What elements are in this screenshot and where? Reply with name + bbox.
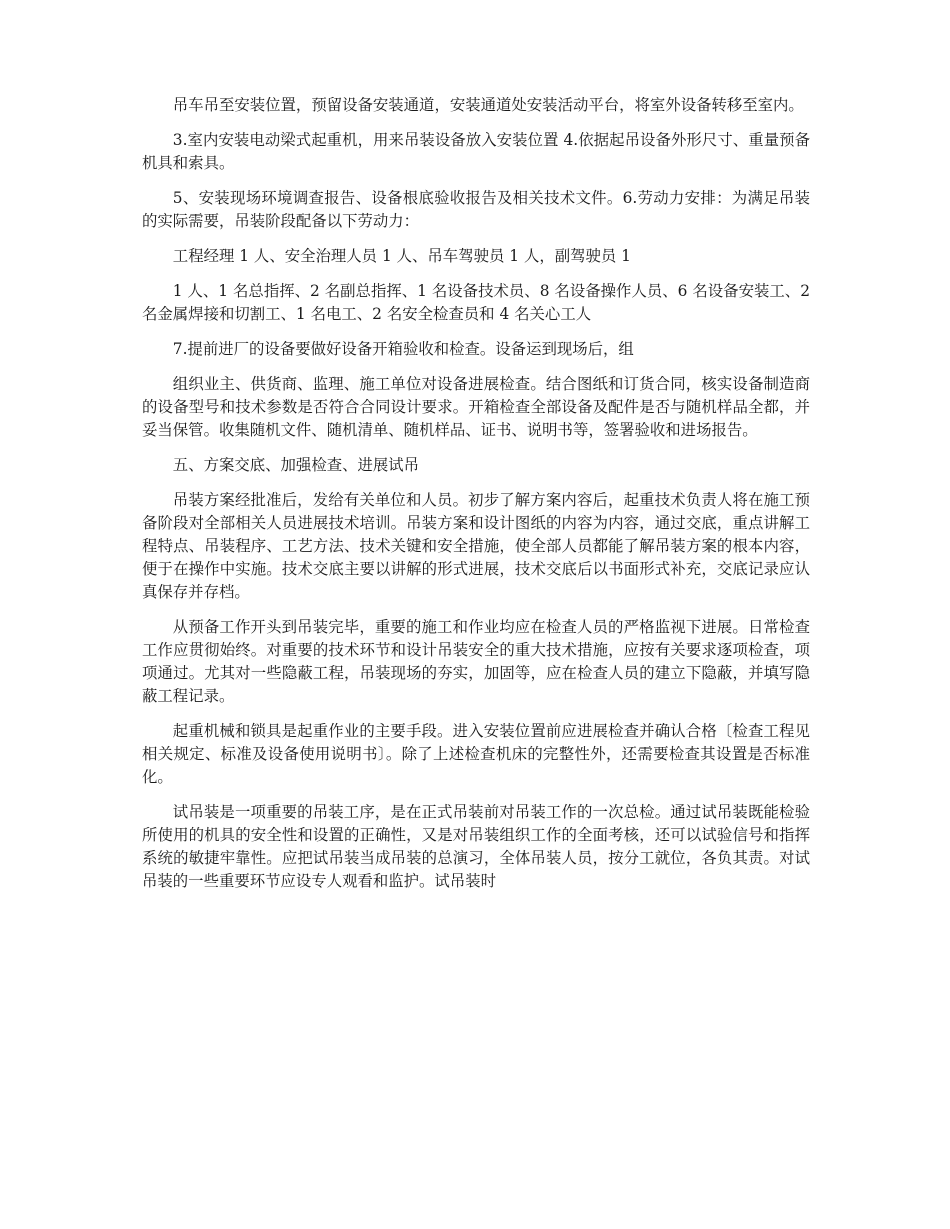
- paragraph-11: 起重机械和锁具是起重作业的主要手段。进入安装位置前应进展检查并确认合格〔检查工程见相关规定、标准及设备使用说明书〕。除了上述检查机床的完整性外，还需要检查其设置是否标准化。: [142, 722, 810, 786]
- paragraph-5: 1 人、1 名总指挥、2 名副总指挥、1 名设备技术员、8 名设备操作人员、6 名设备安装工、2 名金属焊接和切割工、1 名电工、2 名安全检查员和 4 名关心工人: [142, 282, 810, 323]
- paragraph-12: 试吊装是一项重要的吊装工序，是在正式吊装前对吊装工作的一次总检。通过试吊装既能检验所使用的机具的安全性和设置的正确性，又是对吊装组织工作的全面考核，还可以试验信号和指挥系统的敏捷牢靠性。应把试吊装当成吊装的总演习，全体吊装人员，按分工就位，各负其责。对试吊装的一些重要环节应设专人观看和监护。试吊装时: [142, 803, 810, 890]
- paragraph-10: 从预备工作开头到吊装完毕，重要的施工和作业均应在检查人员的严格监视下进展。日常检查工作应贯彻始终。对重要的技术环节和设计吊装安全的重大技术措施，应按有关要求逐项检查，项项通过。尤其对一些隐蔽工程，吊装现场的夯实，加固等，应在检查人员的建立下隐蔽，并填写隐蔽工程记录。: [142, 618, 810, 705]
- paragraph-6: 7.提前进厂的设备要做好设备开箱验收和检查。设备运到现场后，组: [172, 340, 634, 358]
- paragraph-4: 工程经理 1 人、安全治理人员 1 人、吊车驾驶员 1 人，副驾驶员 1: [172, 247, 631, 265]
- paragraph-7: 组织业主、供货商、监理、施工单位对设备进展检查。结合图纸和订货合同，核实设备制造商的设备型号和技术参数是否符合合同设计要求。开箱检查全部设备及配件是否与随机样品全都，并妥当保管。收集随机文件、随机清单、随机样品、证书、说明书等，签署验收和进场报告。: [142, 375, 810, 439]
- paragraph-9: 吊装方案经批准后，发给有关单位和人员。初步了解方案内容后，起重技术负责人将在施工预备阶段对全部相关人员进展技术培训。吊装方案和设计图纸的内容为内容，通过交底，重点讲解工程特点、吊装程序、工艺方法、技术关键和安全措施，使全部人员都能了解吊装方案的根本内容，便于在操作中实施。技术交底主要以讲解的形式进展，技术交底后以书面形式补充，交底记录应认真保存并存档。: [142, 491, 810, 601]
- document-body: [142, 94, 810, 905]
- paragraph-3: 5、安装现场环境调查报告、设备根底验收报告及相关技术文件。6.劳动力安排：为满足吊装的实际需要，吊装阶段配备以下劳动力：: [142, 189, 810, 230]
- section-heading: 五、方案交底、加强检查、进展试吊: [172, 456, 420, 474]
- paragraph-2: 3.室内安装电动梁式起重机，用来吊装设备放入安装位置 4.依据起吊设备外形尺寸、重量预备机具和索具。: [142, 131, 810, 172]
- paragraph-1: 吊车吊至安装位置，预留设备安装通道，安装通道处安装活动平台，将室外设备转移至室内。: [172, 96, 804, 114]
